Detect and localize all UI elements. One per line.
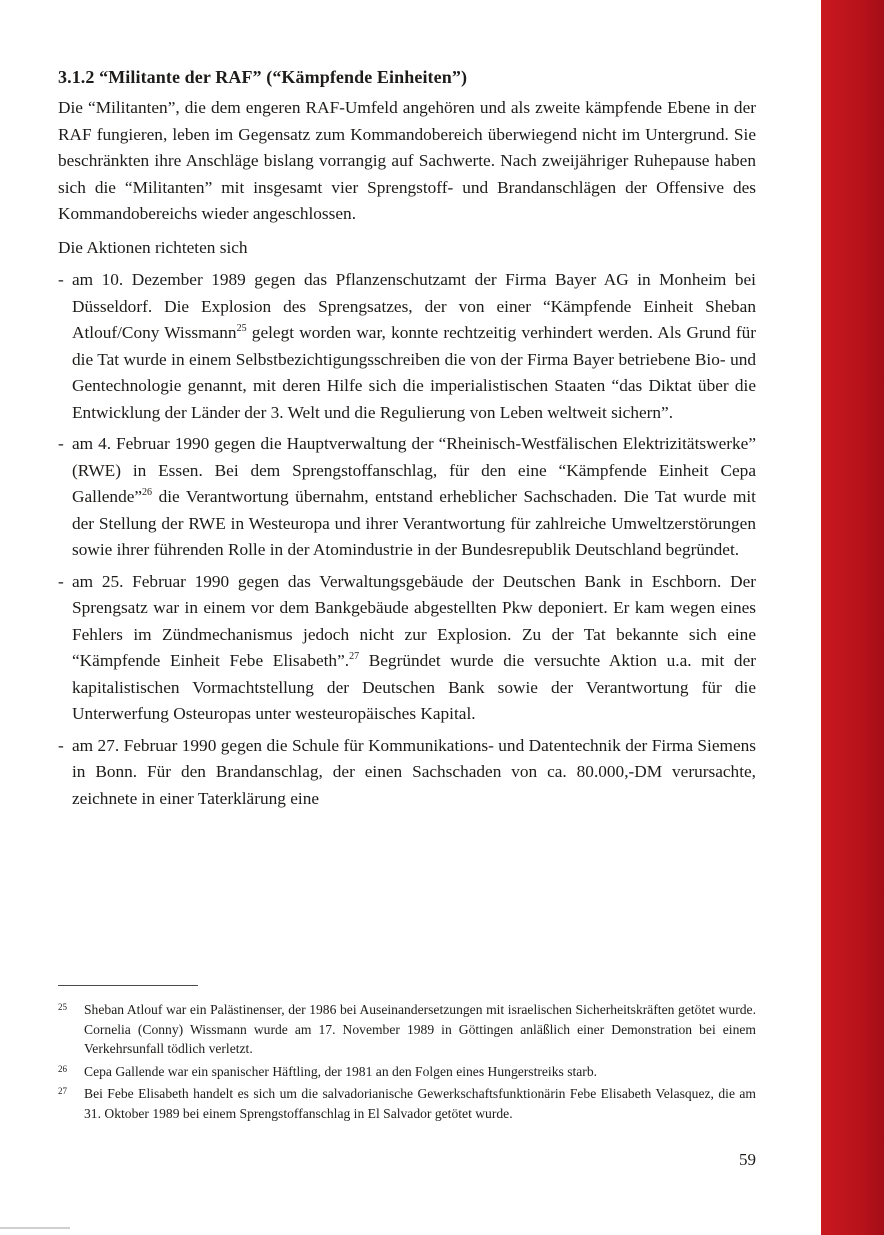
action-item <box>58 267 756 426</box>
footnote-number: 27 <box>58 1086 67 1096</box>
action-text: am 25. Februar 1990 gegen das Verwaltungsgebäude der Deutschen Bank in Eschborn. Der Sprengsatz war in einem vor dem Bankgebäude abgestellten Pkw deponiert. Er kam wegen eines Fehlers im Zündmechanismus jedoch nicht zur Explosion. Zu der Tat bekannte sich eine “Kämpfende Einheit Febe Elisabeth”. <box>72 571 756 670</box>
list-dash: - <box>58 571 64 591</box>
list-dash: - <box>58 434 64 453</box>
action-item <box>58 431 756 564</box>
footnote-ref: 27 <box>349 651 360 662</box>
action-item <box>58 733 756 813</box>
footnote <box>58 1000 756 1059</box>
action-text: am 4. Februar 1990 gegen die Hauptverwaltung der “Rheinisch-Westfälischen Elektrizitätswerke” (RWE) in Essen. Bei dem Sprengstoffanschlag, für den eine “Kämpfende Einheit Cepa Gallende” <box>72 434 756 506</box>
footnote-separator <box>58 985 198 986</box>
action-text: am 10. Dezember 1989 gegen das Pflanzenschutzamt der Firma Bayer AG in Monheim bei Düsseldorf. Die Explosion des Sprengsatzes, der von einer “Kämpfende Einheit Sheban Atlouf/Cony Wissmann <box>72 270 756 342</box>
footnote <box>58 1062 756 1082</box>
action-text-continued: Begründet wurde die versuchte Aktion u.a. mit der kapitalistischen Vormachtstellung der Deutschen Bank sowie der Verantwortung für die Unterwerfung Osteuropas unter westeuropäisches Kapital. <box>72 651 756 723</box>
section-heading: 3.1.2 “Militante der RAF” (“Kämpfende Einheiten”) <box>58 67 468 87</box>
footnote-number: 25 <box>58 1002 67 1012</box>
footnote-text: Bei Febe Elisabeth handelt es sich um die salvadorianische Gewerkschaftsfunktionärin Febe Elisabeth Velasquez, die am 31. Oktober 1989 bei einem Sprengstoffanschlag in El Salvador getötet wurde. <box>84 1086 756 1121</box>
action-text-continued: die Verantwortung übernahm, entstand erheblicher Sachschaden. Die Tat wurde mit der Stellung der RWE in Westeuropa und ihrer Verantwortung für zahlreiche Umweltzerstörungen sowie ihrer führenden Rolle in der Atomindustrie in der Bundesrepublik Deutschland begründet. <box>72 487 756 559</box>
footnote-ref: 25 <box>236 323 247 334</box>
actions-list <box>58 267 756 812</box>
page-number: 59 <box>739 1150 756 1169</box>
actions-intro: Die Aktionen richteten sich <box>58 237 248 257</box>
footnote-ref: 26 <box>142 487 153 498</box>
footnote <box>58 1084 756 1123</box>
list-dash: - <box>58 270 64 289</box>
action-text: am 27. Februar 1990 gegen die Schule für Kommunikations- und Datentechnik der Firma Siemens in Bonn. Für den Brandanschlag, der einen Sachschaden von ca. 80.000,-DM verursachte, zeichnete in einer Taterklärung eine <box>72 735 756 808</box>
red-page-edge <box>821 0 884 1235</box>
action-text-continued: gelegt worden war, konnte rechtzeitig verhindert werden. Als Grund für die Tat wurde in einem Selbstbezichtigungsschreiben die von der Firma Bayer betriebene Bio- und Gentechnologie genannt, mit deren Hilfe sich die imperialistischen Staaten “das Diktat über die Entwicklung der Länder der 3. Welt und die Regulierung von Leben weltweit sichern”. <box>72 323 757 422</box>
scan-bottom-mark <box>0 1227 70 1229</box>
footnote-text: Cepa Gallende war ein spanischer Häftling, der 1981 an den Folgen eines Hungerstreiks starb. <box>84 1063 598 1079</box>
list-dash: - <box>58 735 64 755</box>
footnote-text: Sheban Atlouf war ein Palästinenser, der 1986 bei Auseinandersetzungen mit israelischen Sicherheitskräften getötet wurde. Cornelia (Conny) Wissmann wurde am 17. November 1989 in Göttingen anläßlich einer Demonstration bei einem Verkehrsunfall tödlich verletzt. <box>84 1002 756 1056</box>
footnotes <box>58 1000 756 1126</box>
intro-paragraph: Die “Militanten”, die dem engeren RAF-Umfeld angehören und als zweite kämpfende Ebene in der RAF fungieren, leben im Gegensatz zum Kommandobereich überwiegend nicht im Untergrund. Sie beschränkten ihre Anschläge bislang vorrangig auf Sachwerte. Nach zweijähriger Ruhepause haben sich die “Militanten” mit insgesamt vier Sprengstoff- und Brandanschlägen der Offensive des Kommandobereichs wieder angeschlossen. <box>58 98 756 223</box>
action-item <box>58 569 756 728</box>
footnote-number: 26 <box>58 1063 67 1074</box>
main-text <box>58 66 756 817</box>
